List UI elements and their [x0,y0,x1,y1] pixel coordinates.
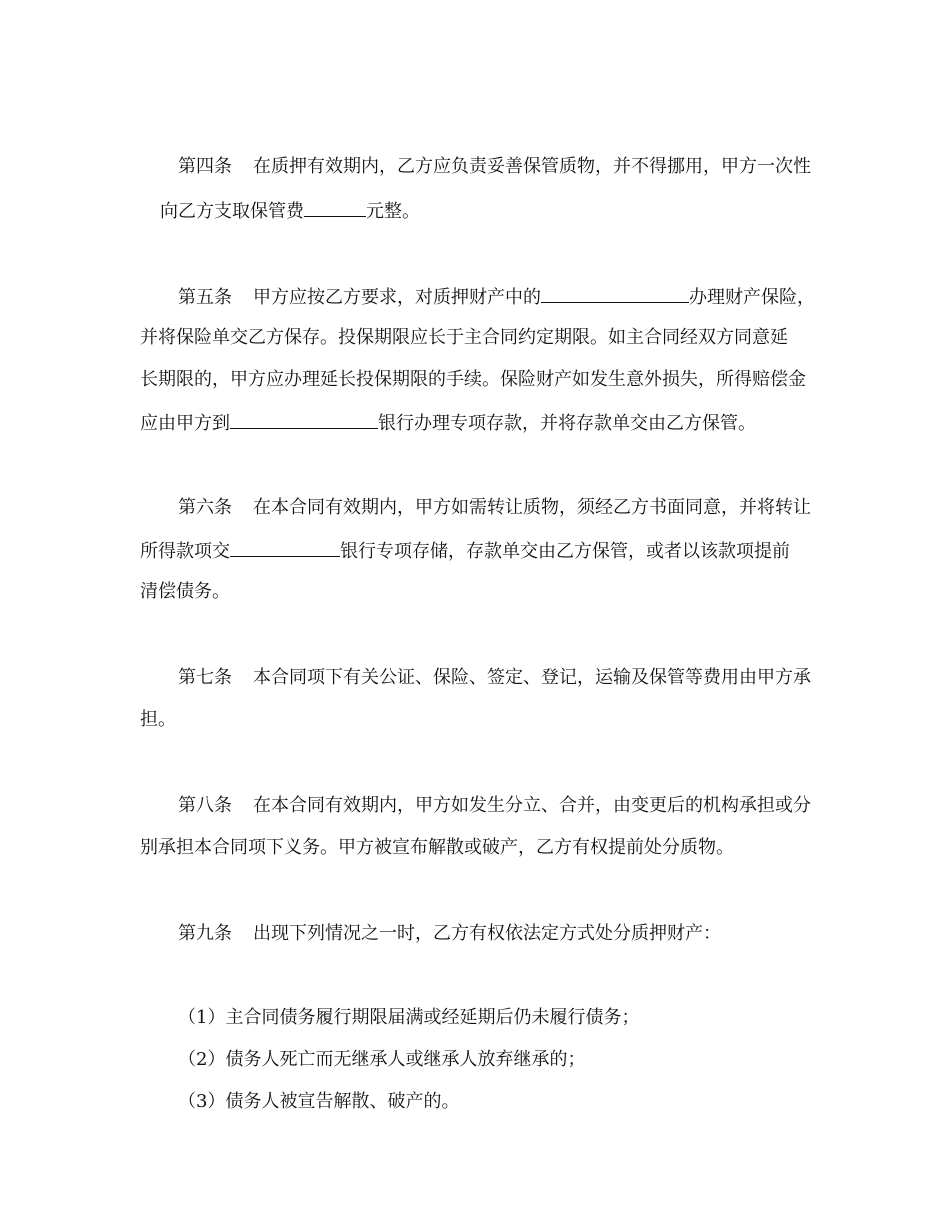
article-4-text-2a: 向乙方支取保管费 [160,201,304,222]
article-5-line-4 [140,410,756,434]
article-5-text-4b: 银行办理专项存款，并将存款单交由乙方保管。 [378,413,756,434]
article-8-line-2 [140,836,734,860]
article-6-line-2 [140,538,790,562]
article-5-line-1 [178,284,815,308]
deposit-bank-blank[interactable] [230,410,378,429]
article-9-label: 第九条 [178,923,232,944]
article-9-text-1: 出现下列情况之一时，乙方有权依法定方式处分质押财产： [253,923,721,944]
article-4-label: 第四条 [178,156,232,177]
article-6-text-3: 清偿债务。 [140,581,230,602]
article-6-text-1: 在本合同有效期内，甲方如需转让质物，须经乙方书面同意，并将转让 [253,497,811,518]
article-5-text-4a: 应由甲方到 [140,413,230,434]
article-6-line-1 [178,496,811,520]
article-8-label: 第八条 [178,795,232,816]
article-7-line-1 [178,666,811,690]
article-7-label: 第七条 [178,667,232,688]
storage-fee-blank[interactable] [304,198,366,217]
article-8-line-1 [178,794,811,818]
article-5-text-2: 并将保险单交乙方保存。投保期限应长于主合同约定期限。如主合同经双方同意延 [140,327,788,348]
article-5-text-3: 长期限的，甲方应办理延长投保期限的手续。保险财产如发生意外损失，所得赔偿金 [140,369,806,390]
article-8-text-1: 在本合同有效期内，甲方如发生分立、合并，由变更后的机构承担或分 [253,795,811,816]
list-item: （1）主合同债务履行期限届满或经延期后仍未履行债务； [178,1007,640,1028]
article-5-label: 第五条 [178,287,232,308]
article-4-line-2 [160,198,420,222]
transfer-bank-blank[interactable] [230,538,340,557]
list-item: （3）债务人被宣告解散、破产的。 [178,1091,460,1112]
article-5-text-1a: 甲方应按乙方要求，对质押财产中的 [253,287,541,308]
article-5-line-3 [140,368,806,392]
insured-property-blank[interactable] [541,284,689,303]
article-6-line-3 [140,580,230,604]
article-7-line-2 [140,708,176,732]
article-6-label: 第六条 [178,497,232,518]
article-8-text-2: 别承担本合同项下义务。甲方被宣布解散或破产，乙方有权提前处分质物。 [140,837,734,858]
article-7-text-1: 本合同项下有关公证、保险、签定、登记，运输及保管等费用由甲方承 [253,667,811,688]
article-4-text-2b: 元整。 [366,201,420,222]
article-7-text-2: 担。 [140,709,176,730]
list-item: （2）债务人死亡而无继承人或继承人放弃继承的； [178,1049,586,1070]
article-6-text-2b: 银行专项存储，存款单交由乙方保管，或者以该款项提前 [340,541,790,562]
article-5-line-2 [140,326,788,350]
article-5-text-1b: 办理财产保险， [689,287,815,308]
article-4-text-1: 在质押有效期内，乙方应负责妥善保管质物，并不得挪用，甲方一次性 [253,156,811,177]
article-4-line-1 [178,155,811,179]
article-9-line-1 [178,922,721,946]
article-6-text-2a: 所得款项交 [140,541,230,562]
